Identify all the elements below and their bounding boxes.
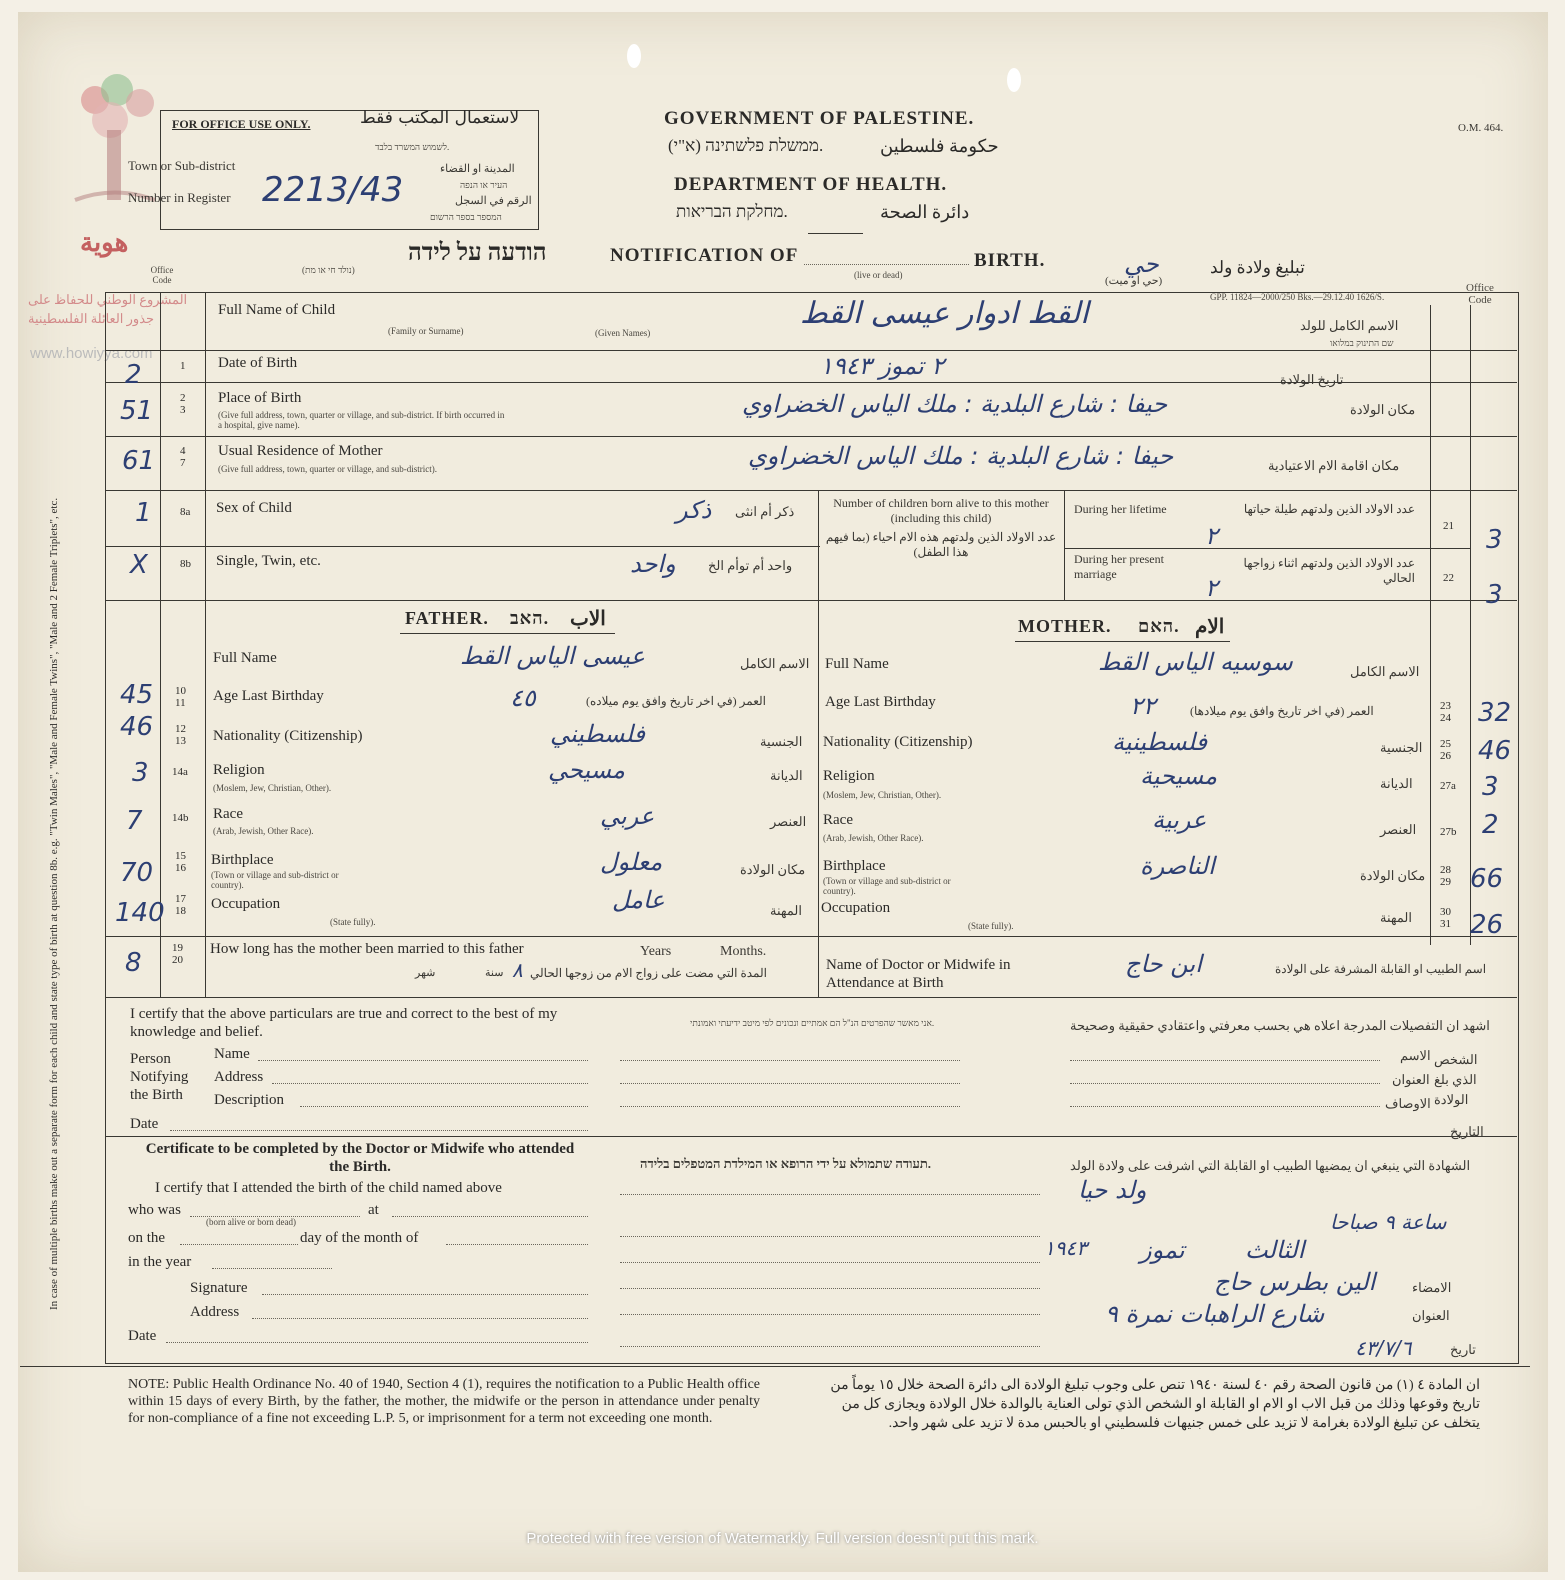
day-of-label: day of the month of bbox=[300, 1230, 419, 1246]
left-number-column bbox=[205, 292, 206, 997]
residence-label-ar: مكان اقامة الام الاعتيادية bbox=[1268, 458, 1400, 473]
certificate-title: Certificate to be completed by the Doctor or Midwife who attended the Birth. bbox=[145, 1141, 575, 1175]
gpp-code: GPP. 11824—2000/250 Bks.—29.12.40 1626/S. bbox=[1210, 292, 1385, 302]
margin-code: 3 bbox=[132, 758, 149, 788]
right-code: 26 bbox=[1470, 910, 1504, 940]
logo-title: هوية bbox=[80, 228, 129, 257]
certify-text-he: אני מאשר שהפרטים הנ"ל הם אמתיים ונכונים לפי מיטב ידיעתי ואמונתי. bbox=[690, 1018, 935, 1028]
mother-age-label-ar: العمر (في اخر تاريخ وافق يوم ميلادها) bbox=[1190, 704, 1374, 718]
father-name-label: Full Name bbox=[213, 650, 277, 666]
doctor-value: ابن حاج bbox=[1125, 950, 1202, 978]
father-birthplace-value: معلول bbox=[600, 848, 663, 876]
notifier-address-label: Address bbox=[214, 1069, 264, 1085]
on-the-line bbox=[180, 1244, 298, 1245]
residence-label: Usual Residence of Mother bbox=[218, 443, 383, 459]
single-value: واحد bbox=[630, 550, 676, 578]
row-number: 14a bbox=[172, 766, 188, 778]
register-label-he: המספר בספר הרשום bbox=[430, 212, 502, 222]
margin-code: 7 bbox=[126, 806, 143, 836]
row-number: 28 29 bbox=[1440, 864, 1451, 888]
born-sub: (born alive or born dead) bbox=[206, 1217, 296, 1227]
cert-date-label: Date bbox=[128, 1328, 157, 1344]
sex-label-ar: ذكر أم انثى bbox=[735, 504, 795, 519]
notification-title-a: NOTIFICATION OF bbox=[610, 245, 799, 266]
mother-title-rule bbox=[1015, 641, 1230, 642]
cert-hand-month: تموز bbox=[1140, 1236, 1185, 1264]
notifier-description-label-ar: الاوصاف bbox=[1385, 1096, 1431, 1111]
single-label: Single, Twin, etc. bbox=[216, 553, 321, 569]
notification-he-sub: (נולד חי או מת) bbox=[302, 265, 355, 275]
mother-race-label: Race bbox=[823, 812, 853, 828]
notifier-description-line bbox=[300, 1106, 588, 1107]
place-label: Place of Birth bbox=[218, 390, 302, 406]
place-sub: (Give full address, town, quarter or village, and sub-district. If birth occurred in a hospital, give name). bbox=[218, 410, 505, 430]
register-label: Number in Register bbox=[128, 190, 231, 205]
month-line bbox=[446, 1244, 588, 1245]
right-code: 3 bbox=[1482, 772, 1499, 802]
year-label: in the year bbox=[128, 1254, 192, 1270]
office-code-left: Office Code bbox=[150, 265, 174, 285]
father-age-label-ar: العمر (في اخر تاريخ وافق يوم ميلاده) bbox=[586, 694, 766, 708]
father-occupation-sub: (State fully). bbox=[330, 917, 376, 927]
father-title-he: האב. bbox=[510, 608, 550, 628]
cert-address-line bbox=[252, 1318, 588, 1319]
signature-line bbox=[262, 1294, 588, 1295]
marriage-unit-month: شهر bbox=[415, 967, 436, 979]
person-notifying-label: Person Notifying the Birth bbox=[130, 1051, 189, 1103]
town-label-ar: المدينة او القضاء bbox=[440, 163, 515, 175]
place-value: حيفا : شارع البلدية : ملك الياس الخضراوي bbox=[742, 390, 1168, 418]
row-line bbox=[105, 490, 1517, 491]
mother-race-value: عربية bbox=[1152, 806, 1207, 834]
gov-title-ar: حكومة فلسطين bbox=[880, 136, 999, 156]
cert-hand-alive: ولد حيا bbox=[1078, 1176, 1147, 1204]
mother-race-sub: (Arab, Jewish, Other Race). bbox=[823, 833, 924, 843]
cert-address-label: Address bbox=[190, 1304, 240, 1320]
margin-code: 140 bbox=[115, 898, 165, 928]
doctor-label: Name of Doctor or Midwife in Attendance at Birth bbox=[826, 957, 1011, 991]
note-rule bbox=[20, 1366, 1530, 1367]
certify-text: I certify that the above particulars are true and correct to the best of my knowledge and belief. bbox=[130, 1006, 558, 1040]
mother-religion-value: مسيحية bbox=[1140, 762, 1218, 790]
cert-hand-signature: الين بطرس حاج bbox=[1214, 1268, 1376, 1296]
mother-nationality-label: Nationality (Citizenship) bbox=[823, 734, 973, 750]
mother-title: MOTHER. bbox=[1018, 616, 1112, 636]
gov-title-he: ממשלת פלשתינה (א"י). bbox=[668, 136, 824, 155]
watermark: Protected with free version of Watermarkly. Full version doesn't put this mark. bbox=[526, 1530, 1039, 1547]
right-code: 3 bbox=[1486, 580, 1503, 610]
row-line bbox=[105, 350, 1517, 351]
doctor-label-ar: اسم الطبيب او القابلة المشرفة على الولادة bbox=[1275, 962, 1487, 976]
father-title-ar: الاب bbox=[570, 608, 606, 630]
town-label: Town or Sub-district bbox=[128, 158, 236, 173]
row-number: 10 11 bbox=[175, 685, 186, 709]
side-note: In case of multiple births make out a separate form for each child and state type of birth at question 8b. e.g. "Twin Males", "Male and Female Twins", "Male and 2 Female Triplets", etc. bbox=[48, 497, 60, 1310]
cert-he-line bbox=[620, 1236, 1040, 1237]
father-occupation-label: Occupation bbox=[211, 896, 281, 912]
notifier-name-label: Name bbox=[214, 1046, 250, 1062]
form-code: O.M. 464. bbox=[1458, 122, 1504, 134]
cert-hand-hour: ساعة ٩ صباحا bbox=[1330, 1210, 1447, 1234]
marriage-years-value: ٨ bbox=[512, 958, 523, 982]
notification-ar-sub: (حي او ميت) bbox=[1105, 275, 1163, 287]
row-number: 30 31 bbox=[1440, 906, 1451, 930]
certificate-text: I certify that I attended the birth of the child named above bbox=[155, 1180, 502, 1196]
row-line bbox=[105, 546, 820, 547]
cert-hand-year: ١٩٤٣ bbox=[1044, 1236, 1087, 1260]
mother-occupation-label-ar: المهنة bbox=[1380, 910, 1412, 925]
margin-code: 51 bbox=[120, 396, 154, 426]
row-line bbox=[105, 436, 1517, 437]
cert-he-line bbox=[620, 1288, 1040, 1289]
father-title-rule bbox=[400, 633, 615, 634]
mother-religion-sub: (Moslem, Jew, Christian, Other). bbox=[823, 790, 942, 800]
right-code: 2 bbox=[1482, 810, 1499, 840]
notifier-address-line bbox=[272, 1083, 588, 1084]
marriage-label-ar: المدة التي مضت على زواج الام من زوجها الحالي bbox=[530, 966, 767, 980]
mother-name-label: Full Name bbox=[825, 656, 889, 672]
father-race-sub: (Arab, Jewish, Other Race). bbox=[213, 826, 314, 836]
father-religion-sub: (Moslem, Jew, Christian, Other). bbox=[213, 783, 332, 793]
row-number: 8a bbox=[180, 506, 191, 518]
child-name-label: Full Name of Child bbox=[218, 302, 336, 318]
father-age-label: Age Last Birthday bbox=[213, 688, 324, 704]
lifetime-value: ٢ bbox=[1205, 522, 1218, 550]
row-number: 23 24 bbox=[1440, 700, 1451, 724]
cert-hand-address: شارع الراهبات نمرة ٩ bbox=[1105, 1300, 1325, 1328]
margin-code: 45 bbox=[120, 680, 154, 710]
father-race-label: Race bbox=[213, 806, 243, 822]
row-number: 17 18 bbox=[175, 893, 186, 917]
notifier-date-line bbox=[170, 1130, 588, 1131]
row-line bbox=[105, 600, 1517, 601]
header-rule bbox=[808, 233, 863, 234]
note-en: NOTE: Public Health Ordinance No. 40 of 1940, Section 4 (1), requires the notification to a Public Health office within 15 days of every Birth, by the father, the mother, the midwife or the person in attendance under penalty for non-compliance of a fine not exceeding L.P. 5, or imprisonment for a term not exceeding one month. bbox=[128, 1377, 760, 1426]
margin-code: 8 bbox=[125, 948, 142, 978]
mother-name-label-ar: الاسم الكامل bbox=[1350, 664, 1420, 679]
cert-date-label-ar: تاريخ bbox=[1450, 1342, 1476, 1357]
children-label: Number of children born alive to this mother (including this child) bbox=[833, 496, 1049, 525]
howiyya-logo bbox=[55, 65, 175, 235]
row-number: 25 26 bbox=[1440, 738, 1451, 762]
office-title-en: FOR OFFICE USE ONLY. bbox=[172, 117, 311, 131]
register-number: 2213/43 bbox=[262, 170, 404, 210]
father-birthplace-sub: (Town or village and sub-district or country). bbox=[211, 870, 339, 890]
town-label-he: העיר או הנפה bbox=[460, 180, 508, 190]
notifier-he-line bbox=[620, 1106, 960, 1107]
note-ar: ان المادة ٤ (١) من قانون الصحة رقم ٤٠ لسنة ١٩٤٠ تنص على وجوب تبليغ الولادة الى دائرة الصحة خلال ١٥ يوماً من تاريخ وقوعها وذلك من قبل الاب او الام او القابلة او الشخص الذي تولى العناية بالوالدة خلال الولادة ويجازى كل من يتخلف عن تبليغ الولادة بغرامة لا تزيد على خمس جنيهات فلسطيني او بالحبس مدة لا تزيد على شهر واحد. bbox=[830, 1378, 1480, 1431]
notification-ar: تبليغ ولادة ولد bbox=[1210, 258, 1305, 277]
right-code: 66 bbox=[1470, 864, 1504, 894]
father-religion-label-ar: الديانة bbox=[770, 768, 803, 783]
mother-birthplace-label-ar: مكان الولادة bbox=[1360, 868, 1426, 883]
sex-label: Sex of Child bbox=[216, 500, 292, 516]
father-title: FATHER. bbox=[405, 608, 489, 628]
cert-he-line bbox=[620, 1314, 1040, 1315]
notifier-name-line bbox=[258, 1060, 588, 1061]
father-occupation-label-ar: المهنة bbox=[770, 903, 802, 918]
cert-signature-label-ar: الامضاء bbox=[1412, 1280, 1452, 1295]
office-code-right: Office Code bbox=[1466, 282, 1494, 306]
row-number: 15 16 bbox=[175, 850, 186, 874]
row-line bbox=[105, 936, 1517, 937]
father-occupation-value: عامل bbox=[612, 886, 665, 914]
row-number: 12 13 bbox=[175, 723, 186, 747]
margin-code: 61 bbox=[122, 446, 156, 476]
dob-label-ar: تاريخ الولادة bbox=[1280, 372, 1344, 387]
father-age-value: ٤٥ bbox=[510, 684, 536, 712]
father-race-label-ar: العنصر bbox=[770, 814, 807, 829]
mother-age-value: ٢٢ bbox=[1130, 692, 1156, 720]
margin-code: 46 bbox=[120, 712, 154, 742]
right-code: 32 bbox=[1478, 698, 1512, 728]
row-number: 1 bbox=[180, 360, 186, 372]
margin-code: 2 bbox=[125, 360, 142, 390]
notifier-date-label: Date bbox=[130, 1116, 159, 1132]
marriage-children-label-ar: عدد الاولاد الذين ولدتهم اثناء زواجها الحالي bbox=[1243, 556, 1415, 585]
punch-hole-left bbox=[627, 44, 641, 68]
notifier-label-ar: الشخص الذي بلغ الولادة bbox=[1434, 1052, 1478, 1107]
certify-text-ar: اشهد ان التفصيلات المدرجة اعلاه هي بحسب معرفتي واعتقادي حقيقية وصحيحة bbox=[1070, 1018, 1490, 1033]
residence-sub: (Give full address, town, quarter or village, and sub-district). bbox=[218, 464, 437, 474]
child-name-label-he: שם התינוק במלואו bbox=[1330, 338, 1394, 348]
father-name-value: عيسى الياس القط bbox=[460, 642, 645, 670]
row-number: 27a bbox=[1440, 780, 1456, 792]
marriage-unit-year: سنة bbox=[485, 967, 504, 979]
mother-religion-label-ar: الديانة bbox=[1380, 776, 1413, 791]
notifier-ar-line bbox=[1070, 1060, 1380, 1061]
signature-label: Signature bbox=[190, 1280, 248, 1296]
left-code-column bbox=[160, 292, 161, 997]
mother-nationality-label-ar: الجنسية bbox=[1380, 740, 1423, 755]
margin-code: X bbox=[130, 550, 148, 580]
certificate-title-ar: الشهادة التي ينبغي ان يمضيها الطبيب او القابلة التي اشرفت على ولادة الولد bbox=[1070, 1158, 1471, 1173]
row-line bbox=[1064, 548, 1470, 549]
logo-line-2: المشروع الوطني للحفاظ على bbox=[28, 292, 188, 307]
marriage-label: How long has the mother been married to this father bbox=[210, 941, 524, 957]
row-number: 22 bbox=[1443, 572, 1454, 584]
row-number: 27b bbox=[1440, 826, 1457, 838]
dob-label: Date of Birth bbox=[218, 355, 298, 371]
father-religion-label: Religion bbox=[213, 762, 265, 778]
notifier-ar-line bbox=[1070, 1083, 1380, 1084]
given-names-label: (Given Names) bbox=[595, 328, 651, 338]
mother-race-label-ar: العنصر bbox=[1380, 822, 1417, 837]
cert-he-line bbox=[620, 1346, 1040, 1347]
father-nationality-label: Nationality (Citizenship) bbox=[213, 728, 363, 744]
dob-value: ٢ تموز ١٩٤٣ bbox=[820, 352, 945, 380]
right-code: 3 bbox=[1486, 525, 1503, 555]
row-number: 19 20 bbox=[172, 942, 183, 966]
logo-line-3: جذور العائلة الفلسطينية bbox=[28, 311, 155, 326]
mother-occupation-sub: (State fully). bbox=[968, 921, 1014, 931]
mother-title-ar: الام bbox=[1195, 616, 1225, 638]
children-divider bbox=[818, 490, 819, 997]
notifier-he-line bbox=[620, 1060, 960, 1061]
father-race-value: عربي bbox=[600, 802, 655, 830]
live-or-dead: (live or dead) bbox=[854, 270, 903, 280]
row-number: 2 3 bbox=[180, 392, 186, 416]
father-birthplace-label-ar: مكان الولادة bbox=[740, 862, 806, 877]
mother-name-value: سوسيه الياس القط bbox=[1098, 648, 1293, 676]
notifier-address-label-ar: العنوان bbox=[1392, 1072, 1430, 1087]
margin-code: 70 bbox=[120, 858, 154, 888]
children-divider-2 bbox=[1064, 490, 1065, 600]
dept-title-he: מחלקת הבריאות. bbox=[676, 202, 788, 221]
certificate-title-he: תעודה שתמולא על ידי הרופא או המילדת המטפלים בלידה. bbox=[640, 1156, 932, 1171]
cert-hand-date: ٤٣/٧/٦ bbox=[1355, 1336, 1412, 1360]
residence-value: حيفا : شارع البلدية : ملك الياس الخضراوي bbox=[748, 442, 1174, 470]
marriage-years: Years bbox=[640, 944, 672, 959]
right-code-column bbox=[1470, 305, 1471, 945]
logo-url: www.howiyya.com bbox=[30, 345, 153, 362]
mother-title-he: האם. bbox=[1138, 616, 1180, 636]
register-label-ar: الرقم في السجل bbox=[455, 195, 532, 207]
on-the-label: on the bbox=[128, 1230, 166, 1246]
marriage-months: Months. bbox=[720, 944, 767, 959]
mother-birthplace-value: الناصرة bbox=[1140, 852, 1215, 880]
dept-title: DEPARTMENT OF HEALTH. bbox=[674, 174, 948, 195]
cert-address-label-ar: العنوان bbox=[1412, 1308, 1450, 1323]
at-line bbox=[392, 1216, 588, 1217]
mother-religion-label: Religion bbox=[823, 768, 875, 784]
office-title-he: לשמוש המשרד בלבד. bbox=[375, 142, 450, 152]
marriage-children-value: ٢ bbox=[1205, 574, 1218, 602]
notifier-description-label: Description bbox=[214, 1092, 284, 1108]
family-name-label: (Family or Surname) bbox=[388, 326, 464, 336]
at-label: at bbox=[368, 1202, 379, 1218]
row-number: 4 7 bbox=[180, 445, 186, 469]
father-name-label-ar: الاسم الكامل bbox=[740, 656, 810, 671]
single-label-ar: واحد أم توأم الخ bbox=[708, 558, 793, 573]
child-name-value: القط ادوار عيسى القط bbox=[800, 296, 1089, 331]
notifier-ar-line bbox=[1070, 1106, 1380, 1107]
lifetime-label-ar: عدد الاولاد الذين ولدتهم طيلة حياتها bbox=[1243, 502, 1415, 516]
right-number-column bbox=[1430, 305, 1431, 945]
hand-live: حي bbox=[1124, 250, 1159, 278]
row-line bbox=[105, 1136, 1517, 1137]
who-was-label: who was bbox=[128, 1202, 181, 1218]
cert-he-line bbox=[620, 1194, 1040, 1195]
lifetime-label: During her lifetime bbox=[1074, 502, 1167, 516]
notifier-date-label-ar: التاريخ bbox=[1450, 1124, 1484, 1139]
child-name-label-ar: الاسم الكامل للولد bbox=[1300, 318, 1399, 333]
father-nationality-label-ar: الجنسية bbox=[760, 734, 803, 749]
children-label-ar: عدد الاولاد الذين ولدتهم هذه الام احياء (بما فيهم هذا الطفل) bbox=[825, 530, 1057, 559]
notifier-he-line bbox=[620, 1083, 960, 1084]
year-line bbox=[212, 1268, 332, 1269]
father-birthplace-label: Birthplace bbox=[211, 852, 274, 868]
office-title-ar: لاستعمال المكتب فقط bbox=[360, 108, 520, 128]
gov-title: GOVERNMENT OF PALESTINE. bbox=[664, 108, 975, 129]
father-religion-value: مسيحي bbox=[548, 756, 626, 784]
mother-age-label: Age Last Birthday bbox=[825, 694, 936, 710]
mother-birthplace-sub: (Town or village and sub-district or country). bbox=[823, 876, 951, 896]
notification-dots bbox=[804, 264, 969, 265]
marriage-children-label: During her present marriage bbox=[1074, 552, 1164, 581]
cert-date-line bbox=[166, 1342, 588, 1343]
sex-value: ذكر bbox=[676, 496, 712, 524]
cert-he-line bbox=[620, 1262, 1040, 1263]
notifier-name-label-ar: الاسم bbox=[1400, 1048, 1431, 1063]
cert-hand-day: الثالث bbox=[1245, 1236, 1305, 1264]
row-number: 8b bbox=[180, 558, 191, 570]
punch-hole-right bbox=[1007, 68, 1021, 92]
notification-he: הודעה על לידה bbox=[408, 240, 547, 266]
father-nationality-value: فلسطيني bbox=[550, 720, 646, 748]
row-line bbox=[105, 997, 1517, 998]
mother-nationality-value: فلسطينية bbox=[1112, 728, 1208, 756]
row-number: 21 bbox=[1443, 520, 1454, 532]
margin-code: 1 bbox=[135, 498, 152, 528]
right-code: 46 bbox=[1478, 736, 1512, 766]
mother-occupation-label: Occupation bbox=[821, 900, 891, 916]
notification-title-b: BIRTH. bbox=[974, 250, 1046, 271]
place-label-ar: مكان الولادة bbox=[1350, 402, 1416, 417]
dept-title-ar: دائرة الصحة bbox=[880, 202, 970, 222]
mother-birthplace-label: Birthplace bbox=[823, 858, 886, 874]
row-number: 14b bbox=[172, 812, 189, 824]
